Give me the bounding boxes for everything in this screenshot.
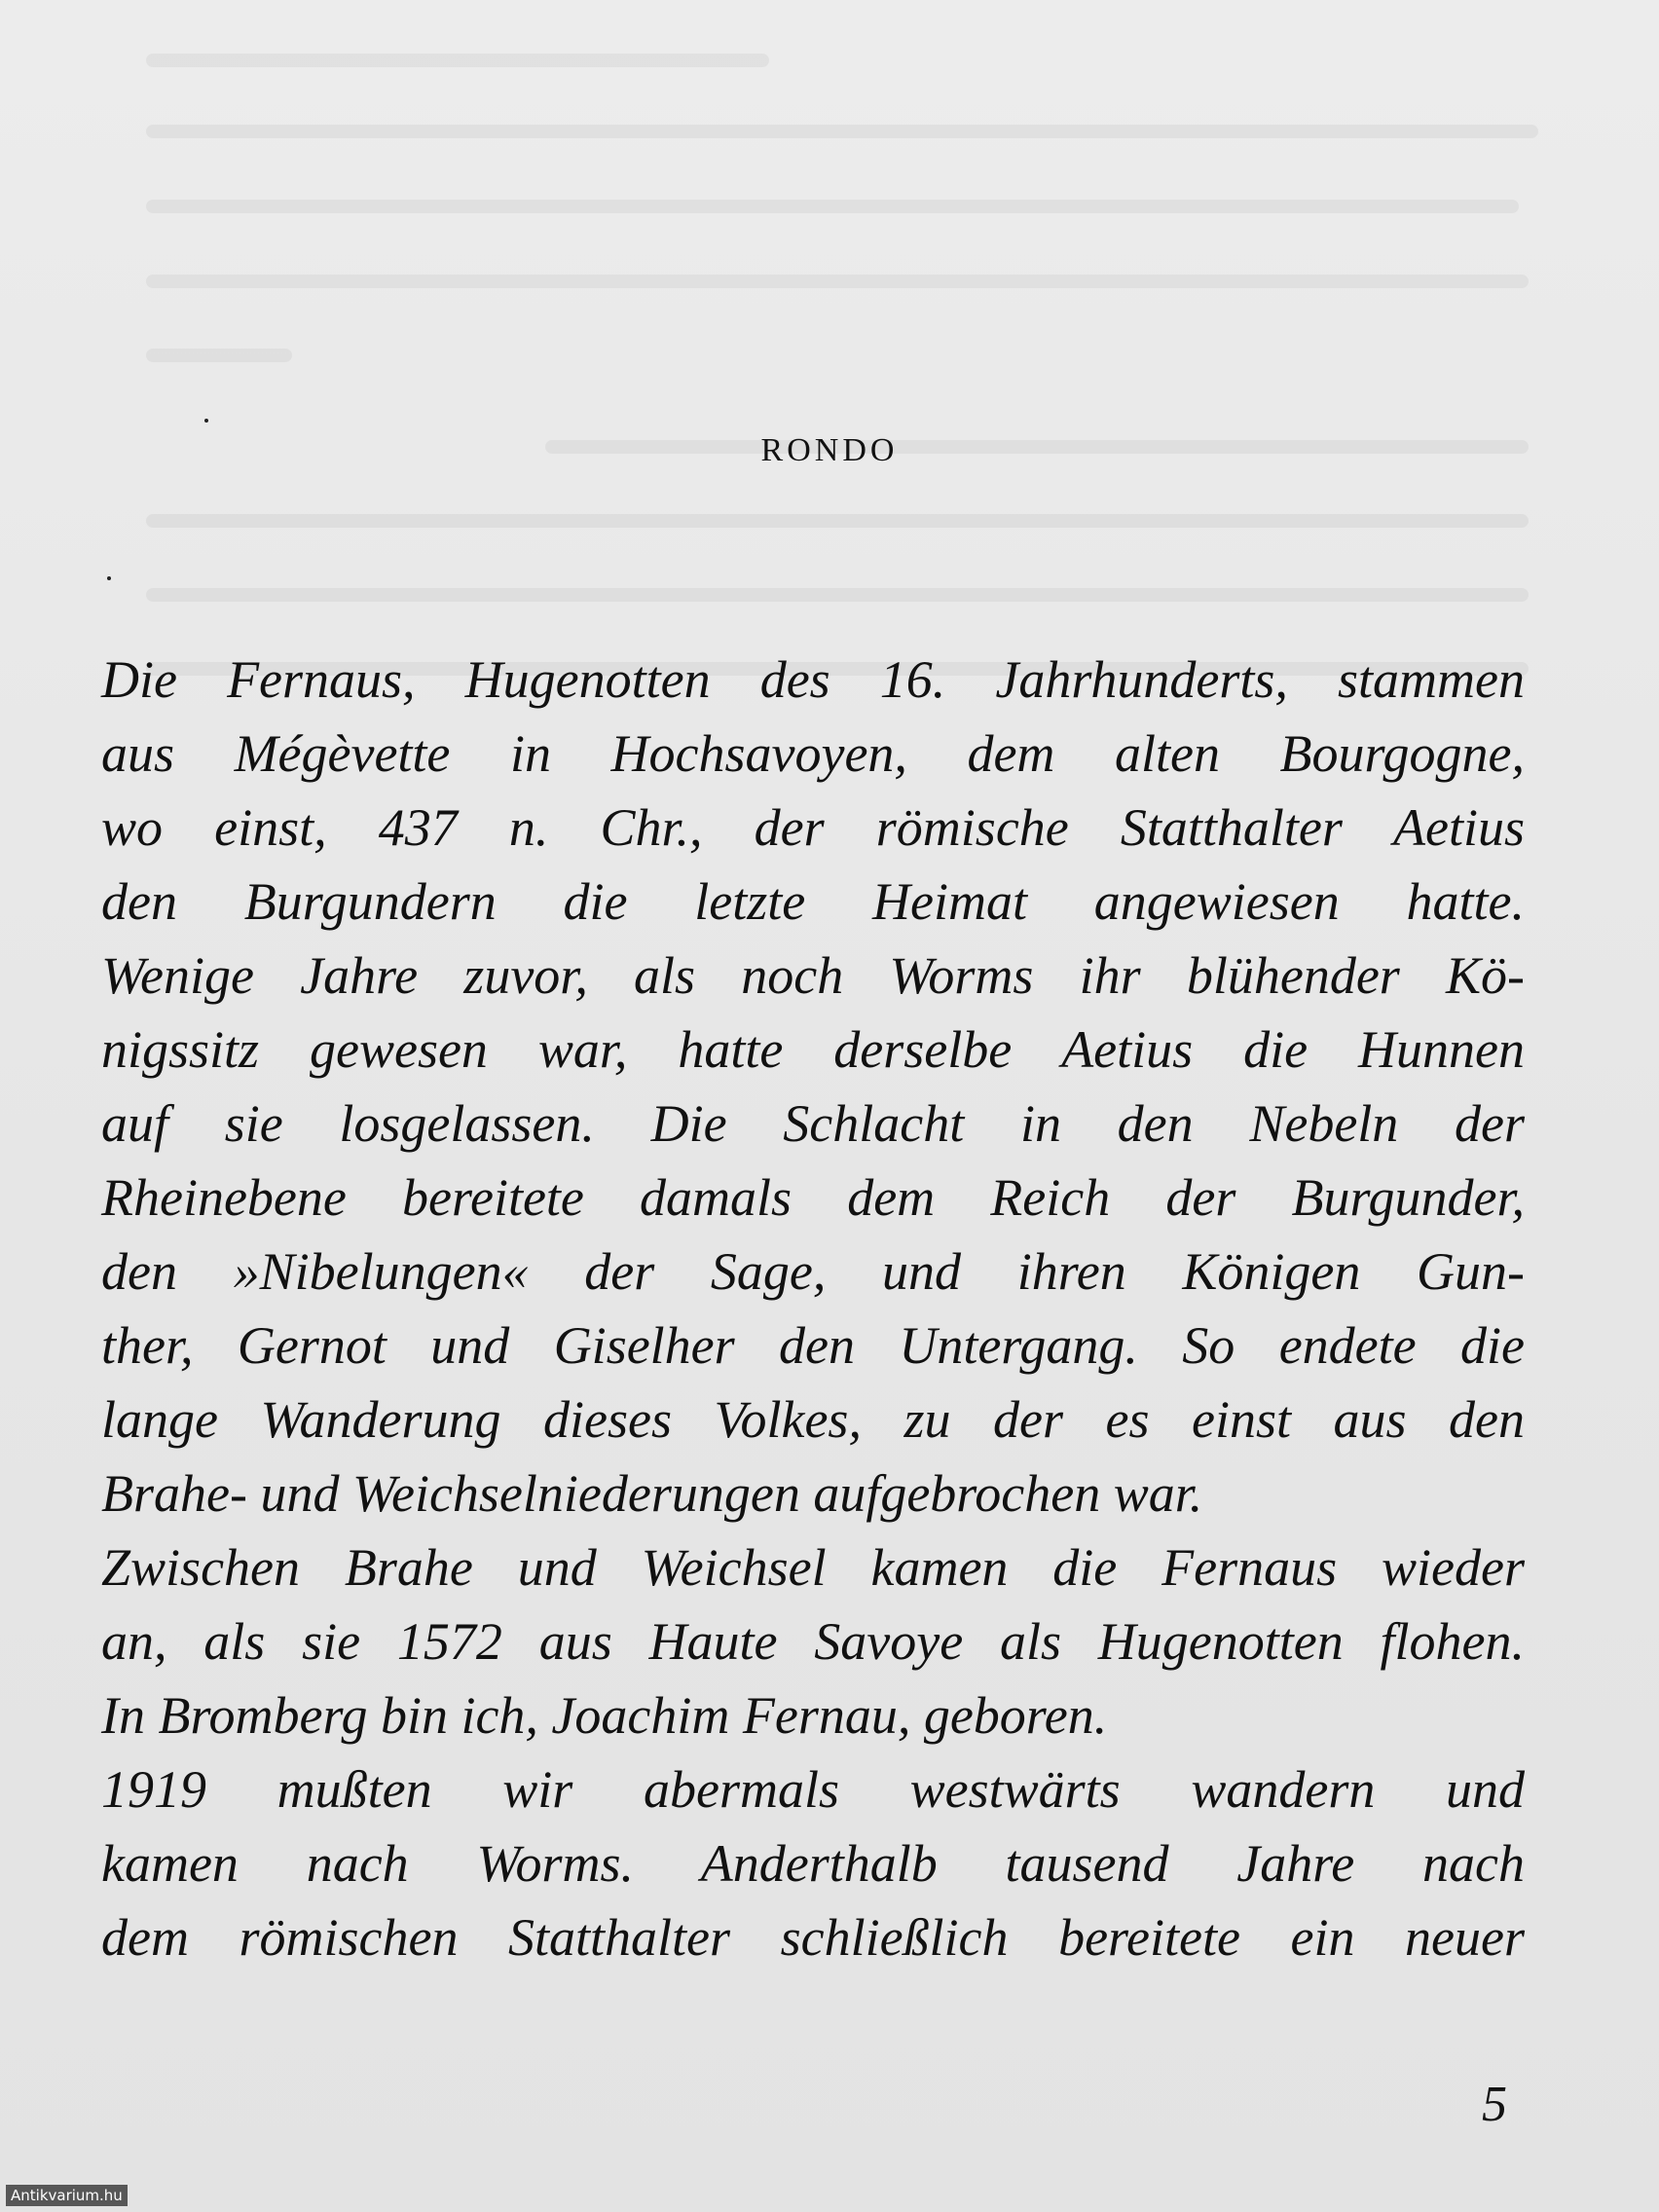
text-line: Die Fernaus, Hugenotten des 16. Jahrhunderts, stammen: [101, 650, 1525, 709]
speck: [107, 576, 111, 580]
text-line: nigssitz gewesen war, hatte derselbe Aetius die Hunnen: [101, 1020, 1525, 1079]
text-line: an, als sie 1572 aus Haute Savoye als Hugenotten flohen.: [101, 1612, 1525, 1671]
text-line: Rheinebene bereitete damals dem Reich der Burgunder,: [101, 1168, 1525, 1227]
text-line: lange Wanderung dieses Volkes, zu der es einst aus den: [101, 1390, 1525, 1449]
chapter-title: RONDO: [760, 432, 899, 468]
watermark: Antikvarium.hu: [6, 2185, 128, 2206]
text-line: wo einst, 437 n. Chr., der römische Statthalter Aetius: [101, 798, 1525, 857]
speck: [204, 419, 208, 423]
page-number: 5: [1482, 2077, 1507, 2132]
text-line: kamen nach Worms. Anderthalb tausend Jahre nach: [101, 1834, 1525, 1893]
text-line: Wenige Jahre zuvor, als noch Worms ihr blühender Kö-: [101, 946, 1525, 1005]
text-line: auf sie losgelassen. Die Schlacht in den Nebeln der: [101, 1094, 1525, 1153]
show-through-text: [0, 0, 1659, 682]
text-line: In Bromberg bin ich, Joachim Fernau, geboren.: [101, 1686, 1108, 1745]
text-line: aus Mégèvette in Hochsavoyen, dem alten Bourgogne,: [101, 724, 1525, 783]
text-line: ther, Gernot und Giselher den Untergang. So endete die: [101, 1316, 1525, 1375]
text-line: den »Nibelungen« der Sage, und ihren Königen Gun-: [101, 1242, 1525, 1301]
text-line: 1919 mußten wir abermals westwärts wandern und: [101, 1760, 1525, 1819]
text-line: dem römischen Statthalter schließlich bereitete ein neuer: [101, 1908, 1525, 1967]
text-line: den Burgundern die letzte Heimat angewiesen hatte.: [101, 872, 1525, 931]
text-line: Zwischen Brahe und Weichsel kamen die Fernaus wieder: [101, 1538, 1525, 1597]
text-line: Brahe- und Weichselniederungen aufgebrochen war.: [101, 1464, 1203, 1523]
body-text: [101, 643, 1525, 1974]
